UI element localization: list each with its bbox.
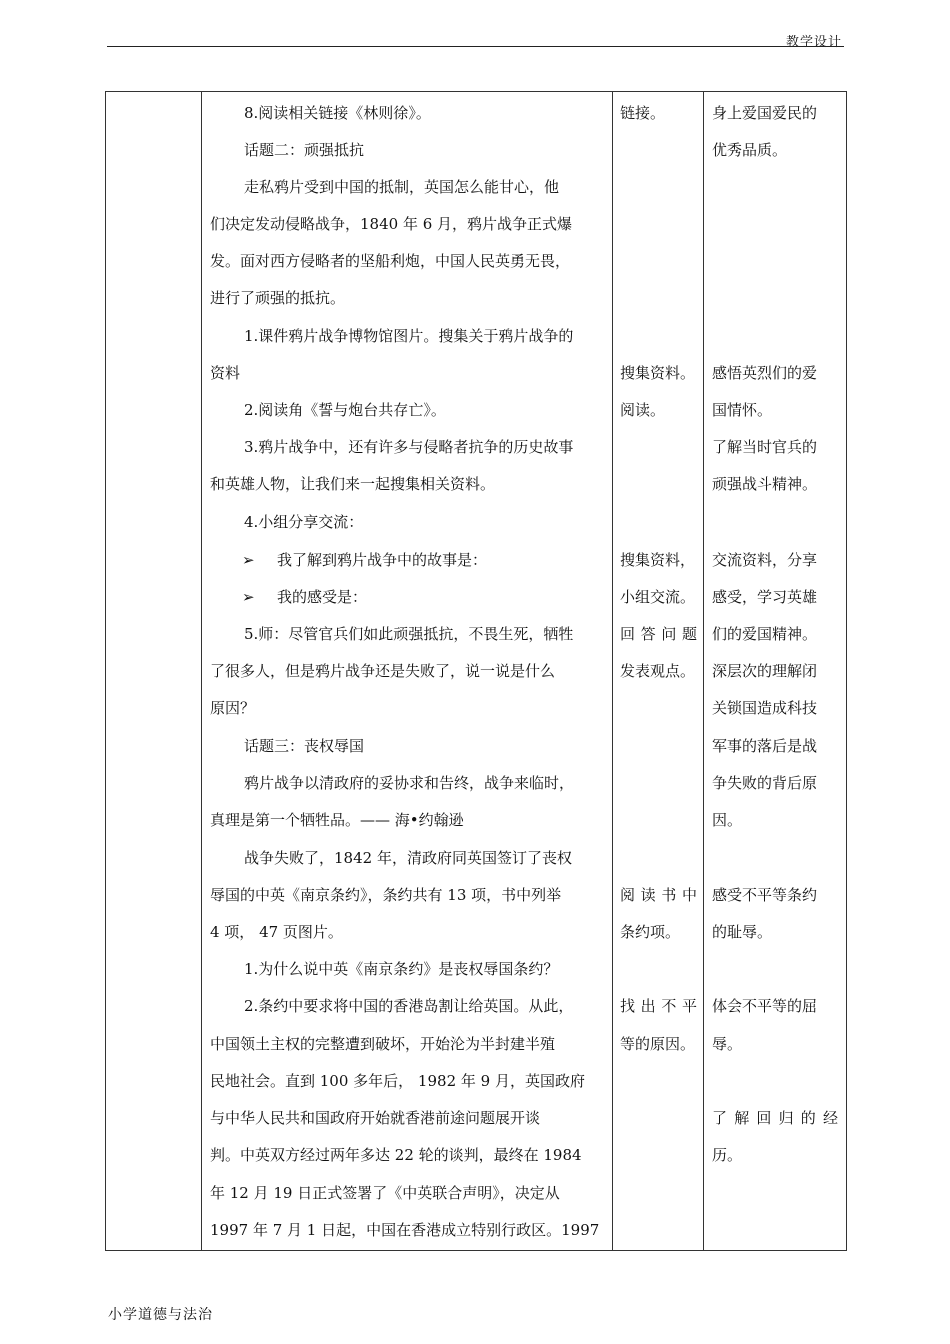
student-line: 找 出 不 平 (620, 997, 697, 1015)
intent-line: 感受不平等条约 (712, 886, 818, 904)
intent-line: 了解当时官兵的 (712, 438, 818, 456)
student-line: 小组交流。 (620, 588, 696, 606)
intent-line: 辱。 (712, 1035, 743, 1053)
content-line: 发。面对西方侵略者的坚船利炮，中国人民英勇无畏， (210, 252, 571, 270)
content-line: 我了解到鸦片战争中的故事是： (277, 551, 488, 569)
student-line: 搜集资料， (620, 551, 696, 569)
student-line: 回 答 问 题 (620, 625, 697, 643)
content-line: 民地社会。直到 100 多年后， 1982 年 9 月，英国政府 (210, 1072, 585, 1090)
content-line: 5.师：尽管官兵们如此顽强抵抗，不畏生死，牺牲 (244, 625, 574, 643)
intent-line: 身上爱国爱民的 (712, 104, 818, 122)
content-line: 1.课件鸦片战争博物馆图片。搜集关于鸦片战争的 (244, 327, 574, 345)
content-line: 了很多人，但是鸦片战争还是失败了，说一说是什么 (210, 662, 556, 680)
student-line: 发表观点。 (620, 662, 696, 680)
content-line: 年 12 月 19 日正式签署了《中英联合声明》，决定从 (210, 1184, 560, 1202)
content-line: 与中华人民共和国政府开始就香港前途问题展开谈 (210, 1109, 541, 1127)
intent-line: 深层次的理解闭 (712, 662, 818, 680)
content-line: 2.条约中要求将中国的香港岛割让给英国。从此， (244, 997, 574, 1015)
bullet-arrow-icon: ➢ (242, 551, 255, 569)
content-line: 辱国的中英《南京条约》，条约共有 13 项，书中列举 (210, 886, 562, 904)
intent-line: 关锁国造成科技 (712, 699, 818, 717)
content-line: 走私鸦片受到中国的抵制，英国怎么能甘心，他 (244, 178, 560, 196)
content-line: 话题二：顽强抵抗 (244, 141, 365, 159)
intent-line: 优秀品质。 (712, 141, 788, 159)
student-line: 条约项。 (620, 923, 681, 941)
content-line: 1.为什么说中英《南京条约》是丧权辱国条约？ (244, 960, 559, 978)
intent-line: 感受，学习英雄 (712, 588, 818, 606)
content-line: 们决定发动侵略战争，1840 年 6 月，鸦片战争正式爆 (210, 215, 573, 233)
student-line: 等的原因。 (620, 1035, 696, 1053)
content-line: 8.阅读相关链接《林则徐》。 (244, 104, 431, 122)
intent-line: 争失败的背后原 (712, 774, 818, 792)
intent-line: 了 解 回 归 的 经 (712, 1109, 838, 1127)
content-line: 判。中英双方经过两年多达 22 轮的谈判，最终在 1984 (210, 1146, 582, 1164)
content-line: 和英雄人物，让我们来一起搜集相关资料。 (210, 475, 496, 493)
header-rule (107, 46, 844, 47)
content-line: 鸦片战争以清政府的妥协求和告终，战争来临时， (244, 774, 575, 792)
footer-subject: 小学道德与法治 (108, 1307, 213, 1323)
intent-line: 历。 (712, 1146, 743, 1164)
content-line: 进行了顽强的抵抗。 (210, 289, 346, 307)
column-divider (612, 92, 613, 1250)
content-line: 资料 (210, 364, 241, 382)
content-line: 3.鸦片战争中，还有许多与侵略者抗争的历史故事 (244, 438, 574, 456)
student-line: 阅 读 书 中 (620, 886, 697, 904)
student-line: 搜集资料。 (620, 364, 696, 382)
intent-line: 的耻辱。 (712, 923, 773, 941)
intent-line: 国情怀。 (712, 401, 773, 419)
content-line: 中国领土主权的完整遭到破坏，开始沦为半封建半殖 (210, 1035, 556, 1053)
content-line: 我的感受是： (277, 588, 368, 606)
content-line: 话题三：丧权辱国 (244, 737, 365, 755)
content-line: 1997 年 7 月 1 日起，中国在香港成立特别行政区。1997 (210, 1221, 600, 1239)
intent-line: 军事的落后是战 (712, 737, 818, 755)
intent-line: 体会不平等的屈 (712, 997, 818, 1015)
intent-line: 因。 (712, 811, 743, 829)
content-line: 4.小组分享交流： (244, 513, 364, 531)
content-line: 战争失败了，1842 年，清政府同英国签订了丧权 (244, 849, 572, 867)
column-divider (201, 92, 202, 1250)
intent-line: 们的爱国精神。 (712, 625, 818, 643)
intent-line: 交流资料，分享 (712, 551, 818, 569)
bullet-arrow-icon: ➢ (242, 588, 255, 606)
student-line: 链接。 (620, 104, 666, 122)
student-line: 阅读。 (620, 401, 666, 419)
content-line: 2.阅读角《誓与炮台共存亡》。 (244, 401, 446, 419)
content-line: 原因？ (210, 699, 256, 717)
intent-line: 感悟英烈们的爱 (712, 364, 818, 382)
intent-line: 顽强战斗精神。 (712, 475, 818, 493)
lesson-table (105, 91, 847, 1251)
header-title: 教学设计 (785, 35, 842, 50)
column-divider (703, 92, 704, 1250)
content-line: 4 项， 47 页图片。 (210, 923, 343, 941)
content-line: 真理是第一个牺牲品。—— 海•约翰逊 (210, 811, 464, 829)
